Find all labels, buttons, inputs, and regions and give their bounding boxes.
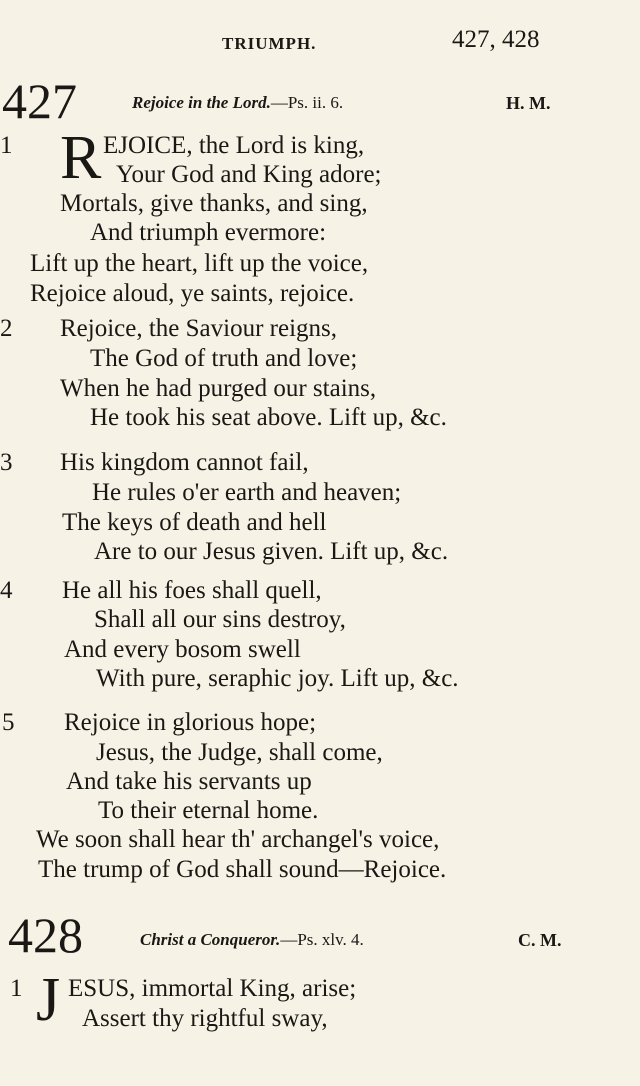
verse-line: And every bosom swell xyxy=(64,636,301,663)
verse-line: And take his servants up xyxy=(66,768,312,795)
verse-line: The God of truth and love; xyxy=(90,345,358,372)
drop-cap: R xyxy=(60,124,102,192)
hymn-427-subtitle-text: Rejoice in the Lord. xyxy=(132,93,271,112)
verse-number: 1 xyxy=(10,975,23,1002)
hymn-427-scripture-ref: —Ps. ii. 6. xyxy=(270,93,344,112)
verse-number: 5 xyxy=(2,709,15,736)
verse-line: Jesus, the Judge, shall come, xyxy=(96,739,383,766)
verse-line: He rules o'er earth and heaven; xyxy=(92,479,402,506)
verse-line: The keys of death and hell xyxy=(62,509,327,536)
drop-cap: J xyxy=(36,966,61,1034)
hymn-428-subtitle-text: Christ a Conqueror. xyxy=(140,930,281,949)
hymn-427-meter: H. M. xyxy=(506,93,551,113)
verse-line: ESUS, immortal King, arise; xyxy=(68,975,357,1002)
verse-line: With pure, seraphic joy. Lift up, &c. xyxy=(96,665,459,692)
verse-line: Rejoice, the Saviour reigns, xyxy=(60,315,338,342)
hymn-427-subtitle xyxy=(132,93,343,113)
verse-line: Rejoice aloud, ye saints, rejoice. xyxy=(30,280,355,307)
verse-line: Are to our Jesus given. Lift up, &c. xyxy=(94,538,449,565)
verse-line: EJOICE, the Lord is king, xyxy=(103,132,365,159)
hymn-427-number: 427 xyxy=(2,73,77,129)
verse-line: And triumph evermore: xyxy=(90,219,327,246)
hymn-428-subtitle xyxy=(140,930,364,950)
verse-line: Lift up the heart, lift up the voice, xyxy=(30,250,369,277)
verse-line: Your God and King adore; xyxy=(116,161,382,188)
verse-line: The trump of God shall sound—Rejoice. xyxy=(38,856,447,883)
verse-line: To their eternal home. xyxy=(98,797,319,824)
verse-line: He all his foes shall quell, xyxy=(62,577,322,604)
verse-line: Shall all our sins destroy, xyxy=(94,606,346,633)
verse-line: Assert thy rightful sway, xyxy=(82,1005,328,1032)
running-header-title: TRIUMPH. xyxy=(222,34,317,53)
hymn-428-number: 428 xyxy=(8,907,83,963)
verse-number: 3 xyxy=(0,449,13,476)
verse-number: 2 xyxy=(0,315,13,342)
verse-line: When he had purged our stains, xyxy=(60,375,377,402)
hymn-428-scripture-ref: —Ps. xlv. 4. xyxy=(280,930,364,949)
verse-number: 4 xyxy=(0,577,13,604)
verse-line: He took his seat above. Lift up, &c. xyxy=(90,404,447,431)
running-header-hymn-numbers: 427, 428 xyxy=(452,26,540,53)
verse-line: Mortals, give thanks, and sing, xyxy=(60,190,368,217)
verse-line: His kingdom cannot fail, xyxy=(60,449,309,476)
verse-line: We soon shall hear th' archangel's voice, xyxy=(36,826,440,853)
verse-line: Rejoice in glorious hope; xyxy=(64,709,317,736)
verse-number: 1 xyxy=(0,132,13,159)
hymn-428-meter: C. M. xyxy=(518,930,562,950)
